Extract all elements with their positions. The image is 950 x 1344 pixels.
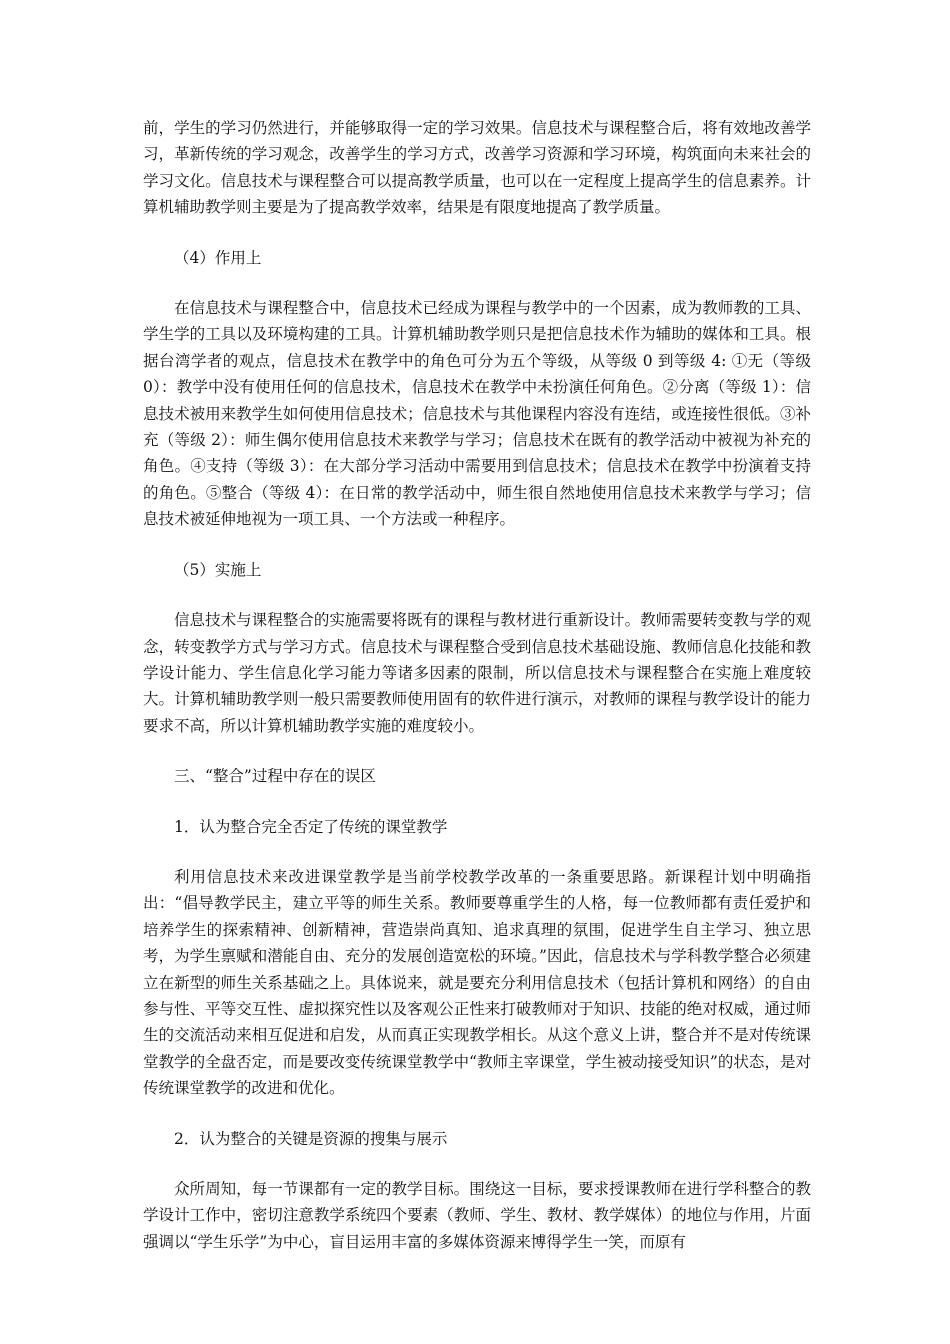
paragraph-teaching-goals: 众所周知，每一节课都有一定的教学目标。围绕这一目标，要求授课教师在进行学科整合的教学设计工作中，密切注意教学系统四个要素（教师、学生、教材、教学媒体）的地位与作用，片面强调以“学生乐学”为中心，盲目运用丰富的多媒体资源来博得学生一笑，而原有 (143, 1180, 811, 1251)
document-page (143, 115, 811, 1279)
subheading-misconception-1: 1．认为整合完全否定了传统的课堂教学 (174, 817, 448, 836)
paragraph-classroom-teaching: 利用信息技术来改进课堂教学是当前学校教学改革的一条重要思路。新课程计划中明确指出：“倡导教学民主，建立平等的师生关系。教师要尊重学生的人格，每一位教师都有责任爱护和培养学生的探索精神、创新精神，营造崇尚真知、追求真理的氛围，促进学生自主学习、独立思考，为学生禀赋和潜能自由、充分的发展创造宽松的环境。”因此，信息技术与学科教学整合必须建立在新型的师生关系基础之上。具体说来，就是要充分利用信息技术（包括计算机和网络）的自由参与性、平等交互性、虚拟探究性以及客观公正性来打破教师对于知识、技能的绝对权威，通过师生的交流活动来相互促进和启发，从而真正实现教学相长。从这个意义上讲，整合并不是对传统课堂教学的全盘否定，而是要改变传统课堂教学中“教师主宰课堂，学生被动接受知识”的状态，是对传统课堂教学的改进和优化。 (143, 867, 811, 1098)
section-heading-misconceptions: 三、“整合”过程中存在的误区 (174, 767, 376, 786)
subheading-misconception-2: 2．认为整合的关键是资源的搜集与展示 (174, 1129, 448, 1148)
paragraph-learning-quality: 前，学生的学习仍然进行，并能够取得一定的学习效果。信息技术与课程整合后，将有效地改善学习，革新传统的学习观念，改善学生的学习方式，改善学习资源和学习环境，构筑面向未来社会的学习文化。信息技术与课程整合可以提高教学质量，也可以在一定程度上提高学生的信息素养。计算机辅助教学则主要是为了提高教学效率，结果是有限度地提高了教学质量。 (143, 119, 811, 217)
paragraph-implementation: 信息技术与课程整合的实施需要将既有的课程与教材进行重新设计。教师需要转变教与学的观念，转变教学方式与学习方式。信息技术与课程整合受到信息技术基础设施、教师信息化技能和教学设计能力、学生信息化学习能力等诸多因素的限制，所以信息技术与课程整合在实施上难度较大。计算机辅助教学则一般只需要教师使用固有的软件进行演示，对教师的课程与教学设计的能力要求不高，所以计算机辅助教学实施的难度较小。 (143, 611, 811, 735)
paragraph-technology-roles: 在信息技术与课程整合中，信息技术已经成为课程与教学中的一个因素，成为教师教的工具、学生学的工具以及环境构建的工具。计算机辅助教学则只是把信息技术作为辅助的媒体和工具。根据台湾学者的观点，信息技术在教学中的角色可分为五个等级，从等级 0 到等级 4: ①无（等级 0）：教学中没有使用任何的信息技术，信息技术在教学中未扮演任何角色。②分离（等级 1）：信息技术被用来教学生如何使用信息技术；信息技术与其他课程内容没有连结，或连接性很低。③补充（等级 2）：师生偶尔使用信息技术来教学与学习；信息技术在既有的教学活动中被视为补充的角色。④支持（等级 3）：在大部分学习活动中需要用到信息技术；信息技术在教学中扮演着支持的角色。⑤整合（等级 4）：在日常的教学活动中，师生很自然地使用信息技术来教学与学习；信息技术被延伸地视为一项工具、一个方法或一种程序。 (143, 299, 811, 529)
subheading-function: （4）作用上 (174, 248, 262, 267)
subheading-implementation: （5）实施上 (174, 560, 262, 579)
